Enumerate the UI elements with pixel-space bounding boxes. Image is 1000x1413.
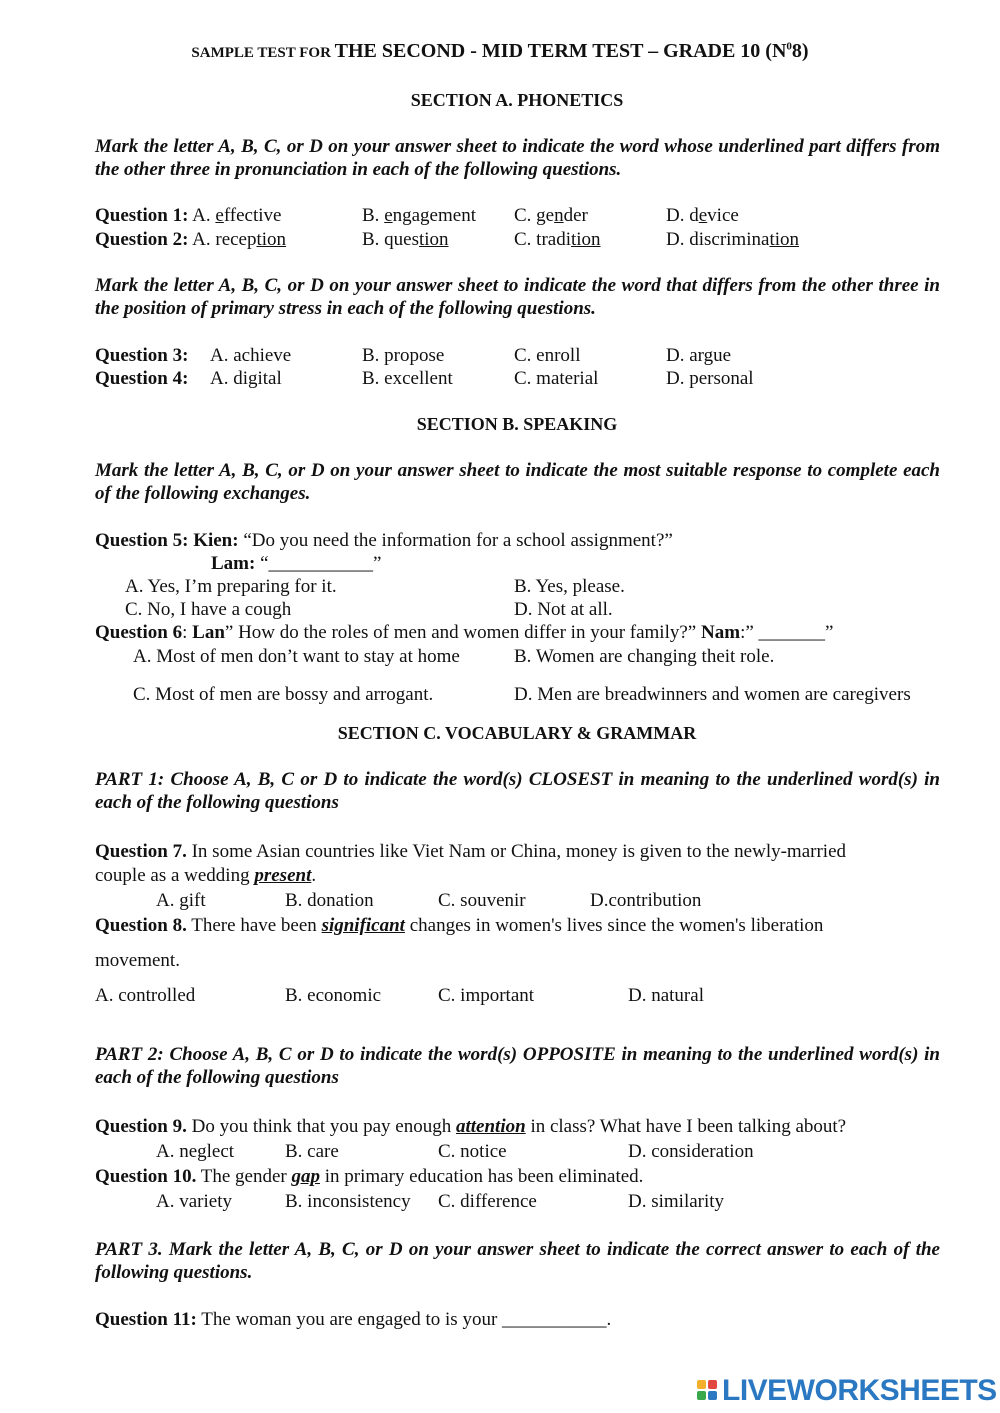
q4-option-d[interactable]: D. personal: [666, 368, 754, 389]
q2-option-d[interactable]: D. discrimination: [666, 229, 799, 250]
page-title: SAMPLE TEST FOR THE SECOND - MID TERM TEST – GRADE 10 $(N^08)$: [191, 40, 809, 62]
q10-option-c[interactable]: C. difference: [438, 1191, 537, 1212]
q7-option-c[interactable]: C. souvenir: [438, 890, 526, 911]
q1-option-d[interactable]: D. device: [666, 205, 739, 226]
q6-option-c[interactable]: C. Most of men are bossy and arrogant.: [133, 684, 434, 705]
question-8-line-2: movement.: [95, 950, 180, 971]
question-8: Question 8. There have been significant changes in women's lives since the women's liberation: [95, 915, 824, 936]
question-7-line-2: couple as a wedding present.: [95, 865, 317, 886]
q9-key-word: attention: [456, 1116, 526, 1137]
q3-option-a[interactable]: A. achieve: [210, 345, 292, 366]
section-a-heading: SECTION A. PHONETICS: [410, 90, 624, 110]
question-6: Question 6: Lan” How do the roles of men and women differ in your family?” Nam:” _______”: [95, 622, 834, 643]
q4-option-c[interactable]: C. material: [514, 368, 599, 389]
q6-option-b[interactable]: B. Women are changing theit role.: [514, 646, 775, 667]
q6-option-d[interactable]: D. Men are breadwinners and women are caregivers: [514, 684, 911, 705]
q8-option-d[interactable]: D. natural: [628, 985, 704, 1006]
q3-option-c[interactable]: C. enroll: [514, 345, 581, 366]
q5-option-d[interactable]: D. Not at all.: [514, 599, 613, 620]
instruction-part-1: PART 1: Choose A, B, C or D to indicate the word(s) CLOSEST in meaning to the underlined word(s) in each of the following questions: [95, 769, 940, 813]
instruction-speaking: Mark the letter A, B, C, or D on your answer sheet to indicate the most suitable response to complete each of the following exchanges.: [95, 460, 940, 504]
q9-option-b[interactable]: B. care: [285, 1141, 339, 1162]
q2-option-a[interactable]: A. reception: [192, 229, 287, 250]
instruction-part-2: PART 2: Choose A, B, C or D to indicate the word(s) OPPOSITE in meaning to the underlined word(s) in each of the following questions: [95, 1044, 940, 1088]
q8-option-b[interactable]: B. economic: [285, 985, 382, 1006]
question-3-label: Question 3:: [95, 345, 189, 366]
q7-option-d[interactable]: D.contribution: [590, 890, 702, 911]
question-1: Question 1: A. effective: [95, 205, 282, 226]
section-b-heading: SECTION B. SPEAKING: [416, 414, 618, 434]
q8-option-a[interactable]: A. controlled: [95, 985, 196, 1006]
q5-option-b[interactable]: B. Yes, please.: [514, 576, 625, 597]
q1-option-a[interactable]: A. effective: [192, 205, 282, 226]
question-10: Question 10. The gender gap in primary education has been eliminated.: [95, 1166, 644, 1187]
q10-key-word: gap: [291, 1166, 320, 1187]
liveworksheets-logo-icon: [697, 1379, 719, 1403]
q3-option-d[interactable]: D. argue: [666, 345, 732, 366]
instruction-part-3: PART 3. Mark the letter A, B, C, or D on your answer sheet to indicate the correct answer to each of the following questions.: [95, 1239, 940, 1283]
section-c-heading: SECTION C. VOCABULARY & GRAMMAR: [337, 723, 697, 743]
q8-key-word: significant: [321, 915, 405, 936]
q4-option-a[interactable]: A. digital: [210, 368, 282, 389]
q10-option-a[interactable]: A. variety: [156, 1191, 232, 1212]
instruction-phonetics-1: Mark the letter A, B, C, or D on your answer sheet to indicate the word whose underlined part differs from the other three in pronunciation in each of the following questions.: [95, 136, 940, 180]
q3-option-b[interactable]: B. propose: [362, 345, 445, 366]
q6-option-a[interactable]: A. Most of men don’t want to stay at home: [133, 646, 460, 667]
q1-option-c[interactable]: C. gender: [514, 205, 588, 226]
q1-option-b[interactable]: B. engagement: [362, 205, 476, 226]
q2-option-b[interactable]: B. question: [362, 229, 449, 250]
liveworksheets-logo-text: LIVEWORKSHEETS: [722, 1374, 997, 1407]
q2-option-c[interactable]: C. tradition: [514, 229, 601, 250]
question-2: Question 2: A. reception: [95, 229, 287, 250]
q9-option-a[interactable]: A. neglect: [156, 1141, 235, 1162]
question-5: Question 5: Kien: “Do you need the information for a school assignment?”: [95, 530, 673, 551]
liveworksheets-logo: [697, 1376, 997, 1406]
q9-option-c[interactable]: C. notice: [438, 1141, 507, 1162]
question-7: Question 7. In some Asian countries like Viet Nam or China, money is given to the newly-married: [95, 841, 847, 862]
q5-option-a[interactable]: A. Yes, I’m preparing for it.: [125, 576, 337, 597]
q7-option-b[interactable]: B. donation: [285, 890, 374, 911]
q7-option-a[interactable]: A. gift: [156, 890, 206, 911]
q9-option-d[interactable]: D. consideration: [628, 1141, 754, 1162]
question-4-label: Question 4:: [95, 368, 189, 389]
q10-option-b[interactable]: B. inconsistency: [285, 1191, 411, 1212]
question-9: Question 9. Do you think that you pay enough attention in class? What have I been talking about?: [95, 1116, 847, 1137]
question-11: Question 11: The woman you are engaged to is your ___________.: [95, 1309, 612, 1330]
q5-response-line: Lam: “___________”: [211, 553, 382, 574]
q7-key-word: present: [254, 865, 312, 886]
q10-option-d[interactable]: D. similarity: [628, 1191, 725, 1212]
q4-option-b[interactable]: B. excellent: [362, 368, 453, 389]
instruction-phonetics-2: Mark the letter A, B, C, or D on your answer sheet to indicate the word that differs from the other three in the position of primary stress in each of the following questions.: [95, 275, 940, 319]
q5-option-c[interactable]: C. No, I have a cough: [125, 599, 292, 620]
q8-option-c[interactable]: C. important: [438, 985, 535, 1006]
